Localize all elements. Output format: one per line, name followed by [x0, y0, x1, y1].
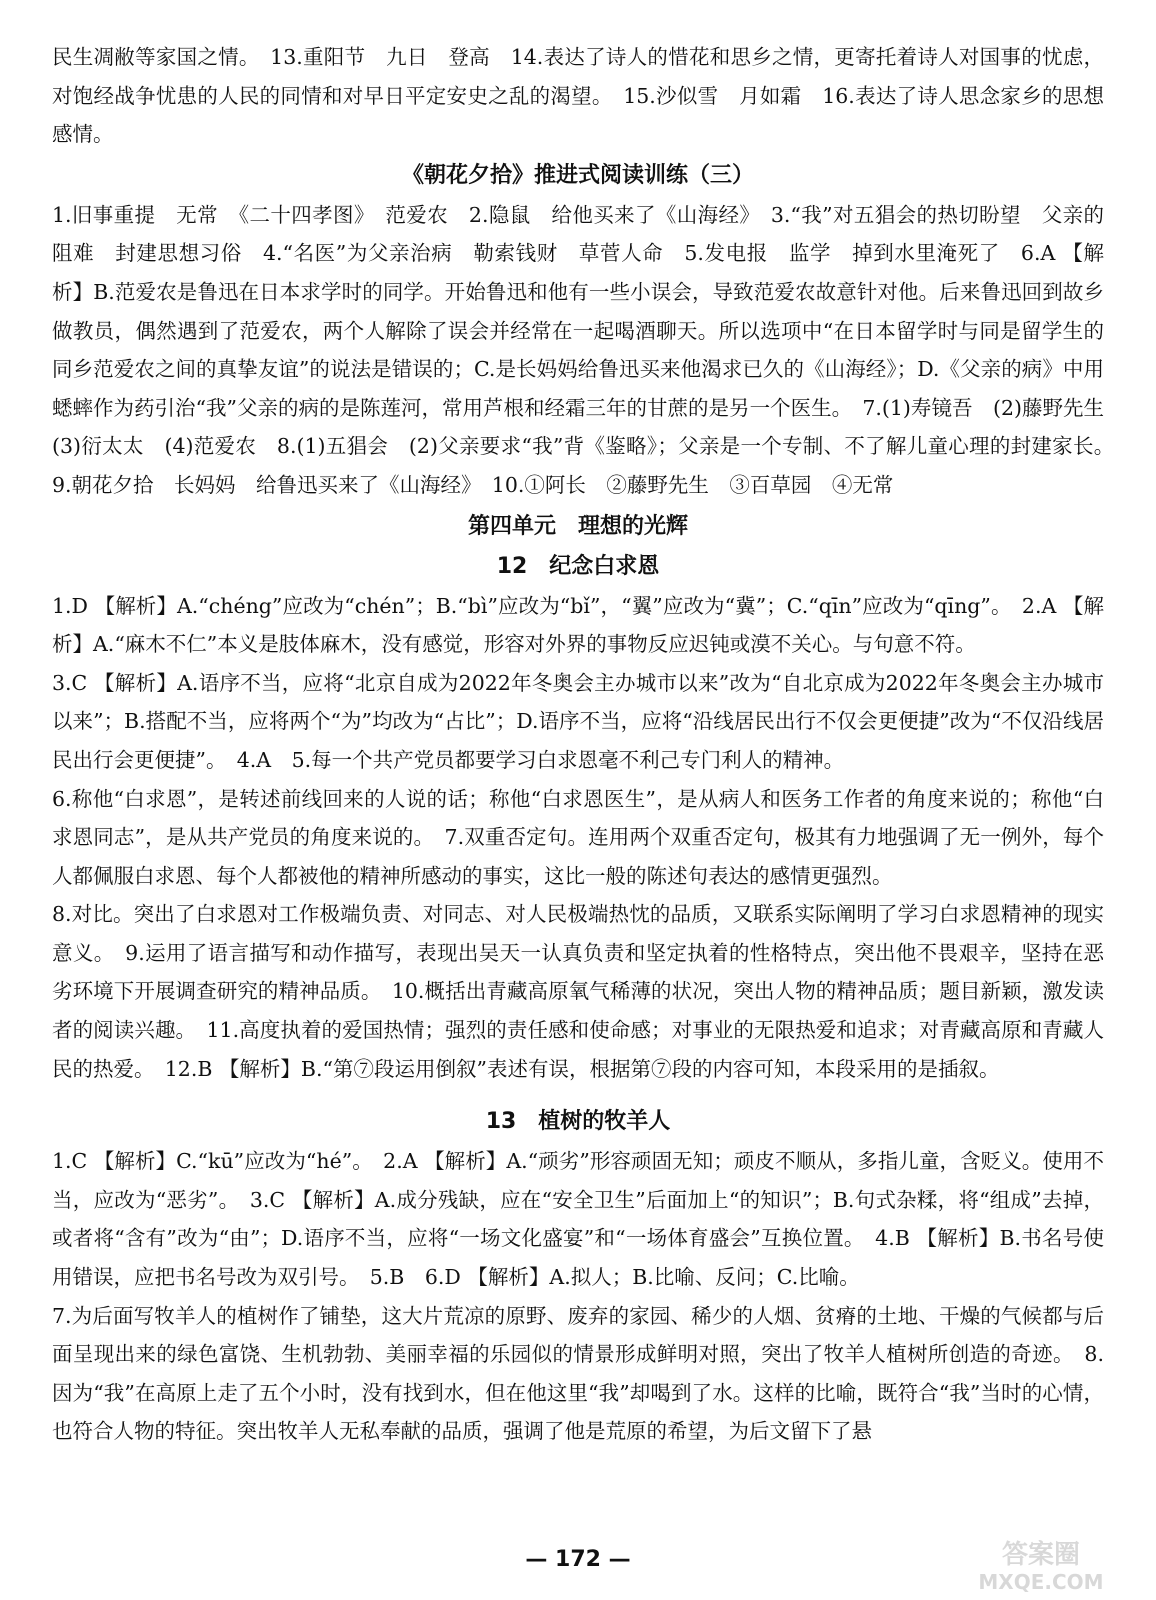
lesson-heading: 13 植树的牧羊人 [485, 1109, 671, 1135]
watermark-top-text: 答案圈 [1001, 1540, 1081, 1570]
paragraph: 1.D 【解析】A.“chéng”应改为“chén”；B.“bì”应改为“bǐ”，“翼”应改为“冀”；C.“qīn”应改为“qīng”。 2.A 【解析】A.“麻木不仁”本义是肢体麻木，没有感觉，形容对外界的事物反应迟钝或漠不关心。与句意不符。 [52, 593, 1104, 657]
unit-heading: 第四单元 理想的光辉 [467, 513, 688, 539]
paragraph: 3.C 【解析】A.语序不当，应将“北京自成为2022年冬奥会主办城市以来”改为“自北京成为2022年冬奥会主办城市以来”；B.搭配不当，应将两个“为”均改为“占比”；D.语序不当，应将“沿线居民出行不仅会更便捷”改为“不仅沿线居民出行会更便捷”。 4.A 5.每一个共产党员都要学习白求恩毫不利己专门利人的精神。 [52, 670, 1104, 772]
watermark-logo [946, 1535, 1136, 1595]
watermark-bottom-text: MXQE.COM [978, 1570, 1104, 1594]
page-number: — 172 — [525, 1547, 631, 1572]
paragraph: 7.为后面写牧羊人的植树作了铺垫，这大片荒凉的原野、废弃的家园、稀少的人烟、贫瘠的土地、干燥的气候都与后面呈现出来的绿色富饶、生机勃勃、美丽幸福的乐园似的情景形成鲜明对照，突出了牧羊人植树所创造的奇迹。 8.因为“我”在高原上走了五个小时，没有找到水，但在他这里“我”却喝到了水。这样的比喻，既符合“我”当时的心情，也符合人物的特征。突出牧羊人无私奉献的品质，强调了他是荒原的希望，为后文留下了悬 [52, 1303, 1104, 1444]
paragraph: 6.称他“白求恩”，是转述前线回来的人说的话；称他“白求恩医生”，是从病人和医务工作者的角度来说的；称他“白求恩同志”，是从共产党员的角度来说的。 7.双重否定句。连用两个双重否定句，极其有力地强调了无一例外，每个人都佩服白求恩、每个人都被他的精神所感动的事实，这比一般的陈述句表达的感情更强烈。 [52, 786, 1104, 888]
paragraph: 民生凋敝等家国之情。 13.重阳节 九日 登高 14.表达了诗人的惜花和思乡之情，更寄托着诗人对国事的忧虑，对饱经战争忧患的人民的同情和对早日平定安史之乱的渴望。 15.沙似雪 月如霜 16.表达了诗人思念家乡的思想感情。 [52, 45, 1104, 147]
paragraph: 8.对比。突出了白求恩对工作极端负责、对同志、对人民极端热忱的品质，又联系实际阐明了学习白求恩精神的现实意义。 9.运用了语言描写和动作描写，表现出吴天一认真负责和坚定执着的性格特点，突出他不畏艰辛，坚持在恶劣环境下开展调查研究的精神品质。 10.概括出青藏高原氧气稀薄的状况，突出人物的精神品质；题目新颖，激发读者的阅读兴趣。 11.高度执着的爱国热情；强烈的责任感和使命感；对事业的无限热爱和追求；对青藏高原和青藏人民的热爱。 12.B 【解析】B.“第⑦段运用倒叙”表述有误，根据第⑦段的内容可知，本段采用的是插叙。 [52, 902, 1104, 1081]
answer-page [52, 38, 1125, 1451]
lesson-heading: 12 纪念白求恩 [496, 553, 660, 579]
paragraph: 1.旧事重提 无常 《二十四孝图》 范爱农 2.隐鼠 给他买来了《山海经》 3.“我”对五猖会的热切盼望 父亲的阻难 封建思想习俗 4.“名医”为父亲治病 勒索钱财 草菅人命 5.发电报 监学 掉到水里淹死了 6.A 【解析】B.范爱农是鲁迅在日本求学时的同学。开始鲁迅和他有一些小误会，导致范爱农故意针对他。后来鲁迅回到故乡做教员，偶然遇到了范爱农，两个人解除了误会并经常在一起喝酒聊天。所以选项中“在日本留学时与同是留学生的同乡范爱农之间的真挚友谊”的说法是错误的；C.是长妈妈给鲁迅买来他渴求已久的《山海经》；D.《父亲的病》中用蟋蟀作为药引治“我”父亲的病的是陈莲河，常用芦根和经霜三年的甘蔗的是另一个医生。 7.(1)寿镜吾 (2)藤野先生 (3)衍太太 (4)范爱农 8.(1)五猖会 (2)父亲要求“我”背《鉴略》；父亲是一个专制、不了解儿童心理的封建家长。 9.朝花夕拾 长妈妈 给鲁迅买来了《山海经》 10.①阿长 ②藤野先生 ③百草园 ④无常 [52, 202, 1125, 497]
section-heading: 《朝花夕拾》推进式阅读训练（三） [401, 162, 754, 188]
paragraph: 1.C 【解析】C.“kū”应改为“hé”。 2.A 【解析】A.“顽劣”形容顽固无知；顽皮不顺从，多指儿童，含贬义。使用不当，应改为“恶劣”。 3.C 【解析】A.成分残缺，应在“安全卫生”后面加上“的知识”；B.句式杂糅，将“组成”去掉，或者将“含有”改为“由”；D.语序不当，应将“一场文化盛宴”和“一场体育盛会”互换位置。 4.B 【解析】B.书名号使用错误，应把书名号改为双引号。 5.B 6.D 【解析】A.拟人；B.比喻、反问；C.比喻。 [52, 1149, 1104, 1290]
